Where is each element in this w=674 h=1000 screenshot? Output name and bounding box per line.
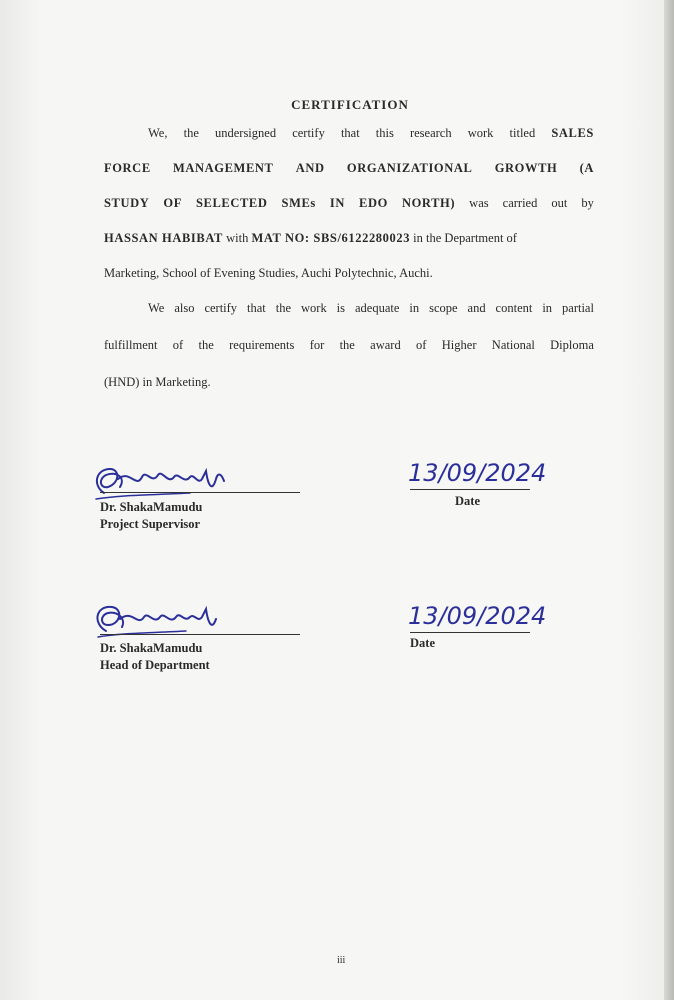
hod-date-handwritten: 13/09/2024	[408, 602, 547, 630]
para1-line2	[104, 160, 594, 176]
hod-signature	[90, 595, 230, 645]
word: this	[375, 126, 394, 140]
word: that	[247, 301, 266, 315]
word: ORGANIZATIONAL	[346, 161, 473, 175]
supervisor-role: Project Supervisor	[100, 517, 201, 531]
page-number: iii	[337, 955, 346, 966]
hod-date-line	[410, 632, 530, 633]
word: work	[467, 126, 494, 140]
word: SMEs	[281, 196, 316, 210]
para1-line1	[148, 125, 594, 141]
word: in	[409, 301, 420, 315]
word: Diploma	[550, 338, 594, 352]
word: of	[172, 338, 184, 352]
word: FORCE	[104, 161, 151, 175]
word: the	[183, 126, 199, 140]
student-name: HASSAN HABIBAT	[104, 231, 223, 245]
para2-line2	[104, 337, 594, 353]
word: (A	[579, 161, 594, 175]
word: content	[495, 301, 533, 315]
word: fulfillment	[104, 338, 158, 352]
page-edge-shadow	[664, 0, 674, 1000]
word: out	[551, 196, 568, 210]
word: NORTH)	[401, 196, 456, 210]
supervisor-signature	[90, 455, 230, 505]
mat-number: MAT NO: SBS/6122280023	[251, 231, 411, 245]
word: the	[275, 301, 292, 315]
word: in the Department of	[410, 231, 517, 245]
word: with	[222, 231, 252, 245]
word: STUDY	[104, 196, 150, 210]
word: certify	[204, 301, 238, 315]
supervisor-date-line	[410, 489, 530, 490]
word: was	[469, 196, 489, 210]
word: that	[340, 126, 360, 140]
para2-line3: (HND) in Marketing.	[104, 375, 211, 389]
hod-signature-line	[100, 634, 300, 635]
word: SELECTED	[196, 196, 268, 210]
word: scope	[429, 301, 458, 315]
supervisor-date-label: Date	[455, 494, 480, 508]
word: also	[174, 301, 195, 315]
hod-name: Dr. ShakaMamudu	[100, 641, 203, 655]
word: We,	[148, 126, 168, 140]
word: in	[542, 301, 553, 315]
word: MANAGEMENT	[173, 161, 274, 175]
word: for	[309, 338, 325, 352]
word: National	[491, 338, 535, 352]
word: AND	[295, 161, 325, 175]
para2-line1	[148, 300, 594, 316]
supervisor-signature-line	[100, 492, 300, 493]
hod-date-label: Date	[410, 636, 435, 650]
word: and	[467, 301, 486, 315]
word: the	[339, 338, 355, 352]
word: adequate	[354, 301, 400, 315]
word: by	[581, 196, 594, 210]
word: award	[370, 338, 401, 352]
word: IN	[329, 196, 346, 210]
word: undersigned	[214, 126, 277, 140]
word: the	[198, 338, 214, 352]
supervisor-name: Dr. ShakaMamudu	[100, 500, 203, 514]
word: SALES	[551, 126, 594, 140]
word: titled	[509, 126, 536, 140]
supervisor-date-handwritten: 13/09/2024	[408, 459, 547, 487]
word: work	[301, 301, 327, 315]
word: partial	[562, 301, 594, 315]
word: research	[409, 126, 452, 140]
word: certify	[292, 126, 325, 140]
word: OF	[163, 196, 182, 210]
word: GROWTH	[494, 161, 558, 175]
word: is	[336, 301, 346, 315]
para1-line5: Marketing, School of Evening Studies, Auchi Polytechnic, Auchi.	[104, 266, 433, 280]
word: We	[148, 301, 165, 315]
para1-line3	[104, 195, 594, 211]
para1-line4	[104, 230, 594, 246]
page-title: CERTIFICATION	[291, 97, 409, 112]
word: carried	[502, 196, 538, 210]
word: Higher	[441, 338, 477, 352]
word: requirements	[229, 338, 295, 352]
word: EDO	[359, 196, 388, 210]
word: of	[416, 338, 427, 352]
hod-role: Head of Department	[100, 658, 210, 672]
